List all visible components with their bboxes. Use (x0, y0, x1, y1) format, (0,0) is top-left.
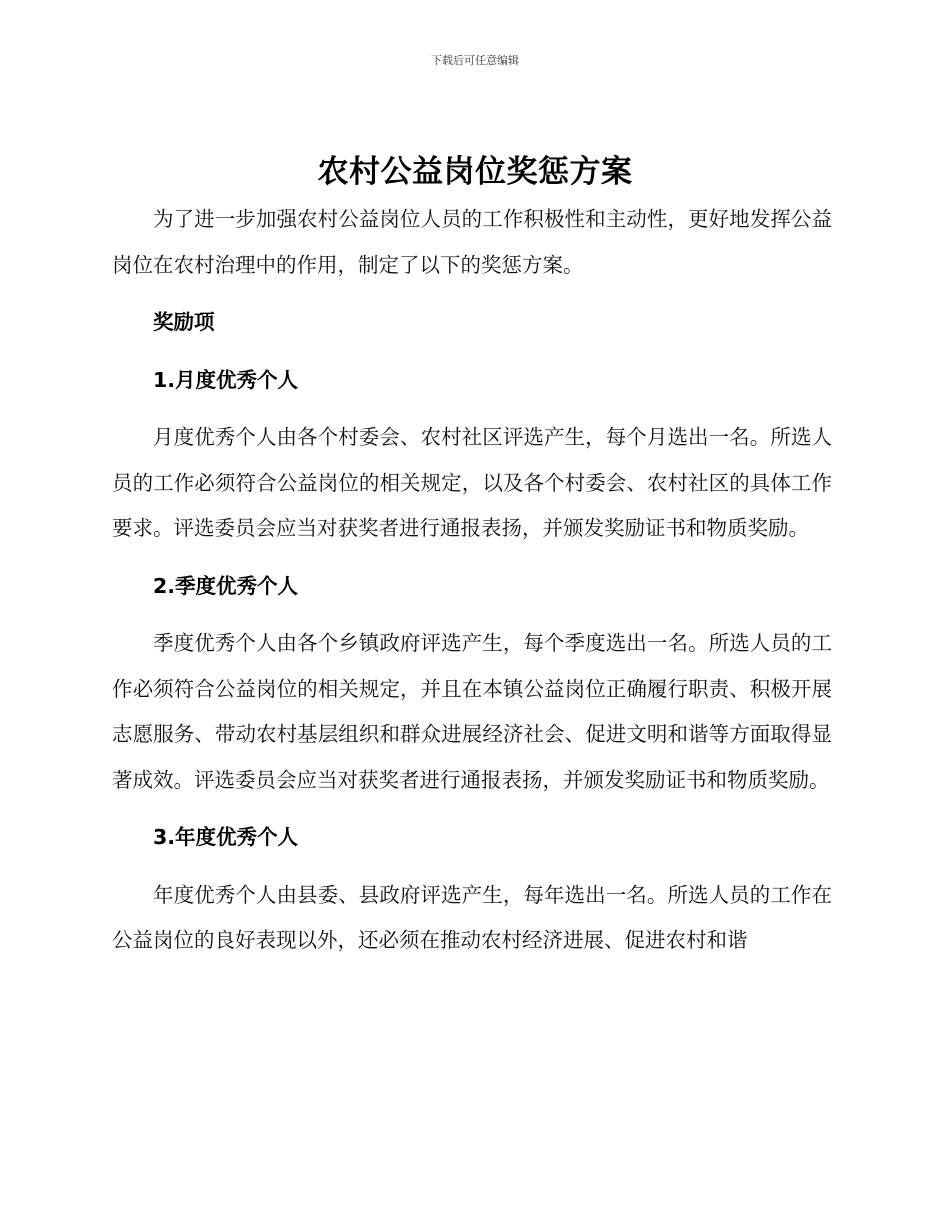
item-heading-quarterly: 2.季度优秀个人 (153, 573, 299, 598)
intro-paragraph: 为了进一步加强农村公益岗位人员的工作积极性和主动性，更好地发挥公益岗位在农村治理中的作用，制定了以下的奖惩方案。 (112, 207, 832, 277)
document-title: 农村公益岗位奖惩方案 (317, 154, 633, 190)
item-heading-annual: 3.年度优秀个人 (153, 825, 299, 849)
document-body (112, 197, 832, 964)
section-heading-rewards: 奖励项 (153, 310, 215, 334)
item-heading-monthly: 1.月度优秀个人 (153, 367, 299, 392)
page-header-note: 下载后可任意编辑 (431, 54, 519, 67)
item-paragraph-monthly: 月度优秀个人由各个村委会、农村社区评选产生，每个月选出一名。所选人员的工作必须符合公益岗位的相关规定，以及各个村委会、农村社区的具体工作要求。评选委员会应当对获奖者进行通报表扬，并颁发奖励证书和物质奖励。 (112, 425, 832, 540)
item-paragraph-quarterly: 季度优秀个人由各个乡镇政府评选产生，每个季度选出一名。所选人员的工作必须符合公益岗位的相关规定，并且在本镇公益岗位正确履行职责、积极开展志愿服务、带动农村基层组织和群众进展经济社会、促进文明和谐等方面取得显著成效。评选委员会应当对获奖者进行通报表扬，并颁发奖励证书和物质奖励。 (112, 631, 832, 792)
item-paragraph-annual: 年度优秀个人由县委、县政府评选产生，每年选出一名。所选人员的工作在公益岗位的良好表现以外，还必须在推动农村经济进展、促进农村和谐 (112, 882, 832, 952)
